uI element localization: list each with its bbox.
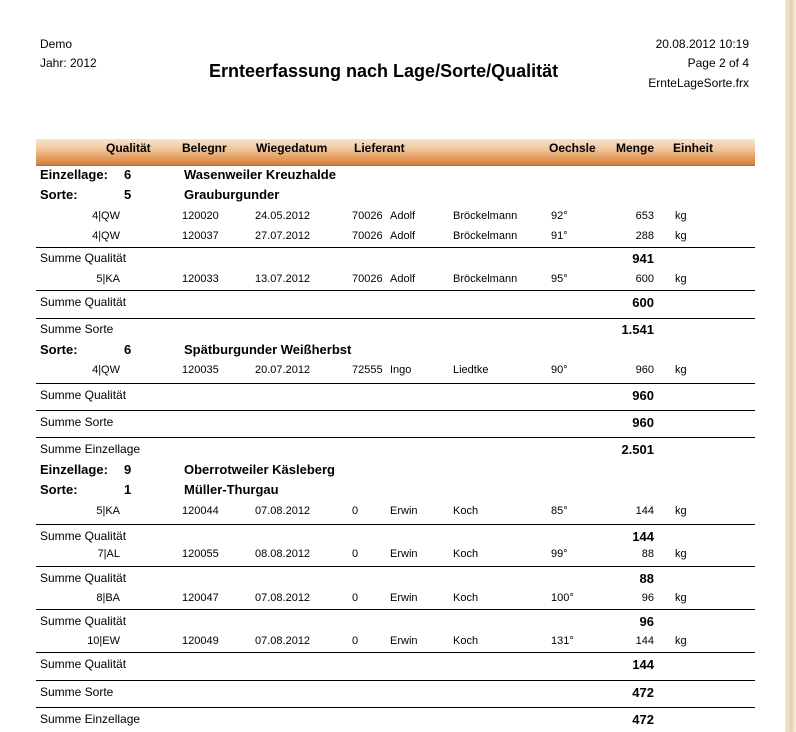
summary-value: 96 bbox=[639, 614, 654, 629]
detail-row bbox=[36, 362, 755, 380]
cell-einheit: kg bbox=[675, 210, 687, 222]
cell-menge: 96 bbox=[641, 592, 654, 604]
sorte-group-header bbox=[36, 342, 755, 360]
cell-oechsle: 100° bbox=[551, 592, 574, 604]
col-lieferant: Lieferant bbox=[354, 141, 405, 155]
summary-label: Summe Sorte bbox=[40, 322, 114, 336]
cell-lieferant-nr: 0 bbox=[352, 592, 359, 604]
detail-row bbox=[36, 633, 755, 651]
row-separator bbox=[36, 247, 755, 248]
row-separator bbox=[36, 566, 755, 567]
cell-belegnr: 120044 bbox=[182, 505, 219, 517]
cell-lieferant-vorname: Erwin bbox=[390, 592, 418, 604]
cell-lieferant-vorname: Adolf bbox=[390, 230, 416, 242]
detail-row bbox=[36, 590, 755, 608]
cell-menge: 600 bbox=[635, 273, 654, 285]
summary-label: Summe Qualität bbox=[40, 571, 127, 585]
cell-qualitaet: 10|EW bbox=[87, 635, 120, 647]
summary-label: Summe Qualität bbox=[40, 529, 127, 543]
summary-label: Summe Qualität bbox=[40, 251, 127, 265]
cell-lieferant-vorname: Adolf bbox=[390, 210, 416, 222]
cell-qualitaet: 5|KA bbox=[96, 273, 120, 285]
cell-menge: 144 bbox=[635, 505, 654, 517]
row-separator bbox=[36, 707, 755, 708]
summary-label: Summe Qualität bbox=[40, 657, 127, 671]
col-wiegedatum: Wiegedatum bbox=[256, 141, 328, 155]
cell-lieferant-nachname: Koch bbox=[453, 635, 479, 647]
sorte-label: Sorte: bbox=[40, 187, 78, 202]
cell-einheit: kg bbox=[675, 230, 687, 242]
summe-qualitaet-row bbox=[36, 614, 755, 632]
summary-value: 2.501 bbox=[621, 442, 654, 457]
report-year: Jahr: 2012 bbox=[40, 56, 97, 70]
einzellage-number: 9 bbox=[124, 462, 132, 477]
cell-qualitaet: 8|BA bbox=[96, 592, 120, 604]
row-separator bbox=[36, 290, 755, 291]
col-belegnr: Belegnr bbox=[182, 141, 227, 155]
sorte-number: 1 bbox=[124, 482, 132, 497]
row-separator bbox=[36, 437, 755, 438]
cell-menge: 960 bbox=[635, 364, 654, 376]
report-title: Ernteerfassung nach Lage/Sorte/Qualität bbox=[209, 61, 559, 81]
sorte-name: Müller-Thurgau bbox=[184, 482, 279, 497]
cell-lieferant-vorname: Erwin bbox=[390, 635, 418, 647]
einzellage-label: Einzellage: bbox=[40, 462, 108, 477]
cell-oechsle: 85° bbox=[551, 505, 568, 517]
summary-value: 88 bbox=[639, 571, 654, 586]
detail-row bbox=[36, 546, 755, 564]
cell-belegnr: 120033 bbox=[182, 273, 219, 285]
summary-label: Summe Einzellage bbox=[40, 442, 141, 456]
cell-einheit: kg bbox=[675, 592, 687, 604]
summe-qualitaet-row bbox=[36, 657, 755, 675]
cell-wiegedatum: 27.07.2012 bbox=[255, 230, 311, 242]
col-menge: Menge bbox=[616, 141, 655, 155]
row-separator bbox=[36, 609, 755, 610]
sorte-number: 5 bbox=[124, 187, 132, 202]
cell-lieferant-nr: 0 bbox=[352, 505, 359, 517]
cell-wiegedatum: 24.05.2012 bbox=[255, 210, 311, 222]
col-einheit: Einheit bbox=[673, 141, 714, 155]
sorte-label: Sorte: bbox=[40, 482, 78, 497]
cell-lieferant-vorname: Erwin bbox=[390, 548, 418, 560]
summe-qualitaet-row bbox=[36, 251, 755, 269]
summary-label: Summe Qualität bbox=[40, 295, 127, 309]
summary-label: Summe Sorte bbox=[40, 415, 114, 429]
summary-value: 1.541 bbox=[621, 322, 654, 337]
window-edge bbox=[785, 0, 796, 732]
einzellage-group-header bbox=[36, 462, 755, 480]
row-separator bbox=[36, 524, 755, 525]
cell-belegnr: 120055 bbox=[182, 548, 219, 560]
summe-einzellage-row bbox=[36, 712, 755, 730]
cell-lieferant-nr: 70026 bbox=[352, 230, 383, 242]
cell-wiegedatum: 08.08.2012 bbox=[255, 548, 311, 560]
col-oechsle: Oechsle bbox=[549, 141, 596, 155]
summary-value: 941 bbox=[632, 251, 654, 266]
col-qualitaet: Qualität bbox=[106, 141, 151, 155]
cell-einheit: kg bbox=[675, 273, 687, 285]
summary-value: 960 bbox=[632, 388, 654, 403]
sorte-number: 6 bbox=[124, 342, 132, 357]
summe-einzellage-row bbox=[36, 442, 755, 460]
cell-lieferant-vorname: Erwin bbox=[390, 505, 418, 517]
cell-menge: 288 bbox=[635, 230, 654, 242]
company-name: Demo bbox=[40, 37, 73, 51]
summary-label: Summe Qualität bbox=[40, 388, 127, 402]
summary-value: 960 bbox=[632, 415, 654, 430]
cell-lieferant-vorname: Ingo bbox=[390, 364, 412, 376]
report-file: ErnteLageSorte.frx bbox=[648, 76, 749, 90]
cell-oechsle: 131° bbox=[551, 635, 574, 647]
summe-qualitaet-row bbox=[36, 388, 755, 406]
detail-row bbox=[36, 228, 755, 246]
cell-lieferant-nachname: Bröckelmann bbox=[453, 210, 518, 222]
summary-value: 600 bbox=[632, 295, 654, 310]
cell-menge: 88 bbox=[641, 548, 654, 560]
cell-lieferant-nr: 70026 bbox=[352, 273, 383, 285]
page-number: Page 2 of 4 bbox=[687, 56, 749, 70]
cell-qualitaet: 4|QW bbox=[92, 210, 120, 222]
cell-lieferant-nr: 0 bbox=[352, 635, 359, 647]
cell-qualitaet: 4|QW bbox=[92, 364, 120, 376]
row-separator bbox=[36, 652, 755, 653]
sorte-label: Sorte: bbox=[40, 342, 78, 357]
cell-belegnr: 120047 bbox=[182, 592, 219, 604]
cell-lieferant-nachname: Koch bbox=[453, 548, 479, 560]
cell-einheit: kg bbox=[675, 635, 687, 647]
cell-belegnr: 120049 bbox=[182, 635, 219, 647]
cell-lieferant-nachname: Koch bbox=[453, 505, 479, 517]
column-header-bar bbox=[36, 139, 755, 166]
cell-lieferant-nr: 70026 bbox=[352, 210, 383, 222]
cell-oechsle: 90° bbox=[551, 364, 568, 376]
cell-wiegedatum: 07.08.2012 bbox=[255, 592, 311, 604]
row-separator bbox=[36, 383, 755, 384]
sorte-group-header bbox=[36, 187, 755, 205]
row-separator bbox=[36, 318, 755, 319]
detail-row bbox=[36, 271, 755, 289]
cell-menge: 653 bbox=[635, 210, 654, 222]
summe-qualitaet-row bbox=[36, 571, 755, 589]
summary-label: Summe Einzellage bbox=[40, 712, 141, 726]
summe-sorte-row bbox=[36, 685, 755, 703]
row-separator bbox=[36, 680, 755, 681]
report-datetime: 20.08.2012 10:19 bbox=[655, 37, 749, 51]
cell-lieferant-nachname: Liedtke bbox=[453, 364, 489, 376]
cell-wiegedatum: 13.07.2012 bbox=[255, 273, 311, 285]
summe-qualitaet-row bbox=[36, 295, 755, 313]
detail-row bbox=[36, 503, 755, 521]
summary-value: 472 bbox=[632, 685, 654, 700]
einzellage-name: Wasenweiler Kreuzhalde bbox=[184, 167, 336, 182]
cell-wiegedatum: 07.08.2012 bbox=[255, 635, 311, 647]
sorte-group-header bbox=[36, 482, 755, 500]
summary-value: 472 bbox=[632, 712, 654, 727]
row-separator bbox=[36, 410, 755, 411]
summary-label: Summe Sorte bbox=[40, 685, 114, 699]
cell-lieferant-nachname: Bröckelmann bbox=[453, 273, 518, 285]
einzellage-group-header bbox=[36, 167, 755, 185]
cell-oechsle: 95° bbox=[551, 273, 568, 285]
cell-einheit: kg bbox=[675, 364, 687, 376]
cell-menge: 144 bbox=[635, 635, 654, 647]
cell-qualitaet: 4|QW bbox=[92, 230, 120, 242]
cell-einheit: kg bbox=[675, 505, 687, 517]
cell-qualitaet: 5|KA bbox=[96, 505, 120, 517]
summary-value: 144 bbox=[632, 657, 654, 672]
sorte-name: Grauburgunder bbox=[184, 187, 280, 202]
cell-lieferant-nachname: Bröckelmann bbox=[453, 230, 518, 242]
summary-label: Summe Qualität bbox=[40, 614, 127, 628]
cell-belegnr: 120020 bbox=[182, 210, 219, 222]
cell-oechsle: 99° bbox=[551, 548, 568, 560]
summary-value: 144 bbox=[632, 529, 654, 544]
summe-sorte-row bbox=[36, 322, 755, 340]
cell-wiegedatum: 20.07.2012 bbox=[255, 364, 311, 376]
cell-lieferant-nr: 0 bbox=[352, 548, 359, 560]
summe-sorte-row bbox=[36, 415, 755, 433]
einzellage-number: 6 bbox=[124, 167, 132, 182]
detail-row bbox=[36, 208, 755, 226]
cell-oechsle: 91° bbox=[551, 230, 568, 242]
cell-belegnr: 120035 bbox=[182, 364, 219, 376]
cell-qualitaet: 7|AL bbox=[97, 548, 120, 560]
einzellage-name: Oberrotweiler Käsleberg bbox=[184, 462, 335, 477]
cell-lieferant-nr: 72555 bbox=[352, 364, 383, 376]
cell-lieferant-vorname: Adolf bbox=[390, 273, 416, 285]
summe-qualitaet-row bbox=[36, 529, 755, 547]
cell-lieferant-nachname: Koch bbox=[453, 592, 479, 604]
sorte-name: Spätburgunder Weißherbst bbox=[184, 342, 352, 357]
cell-wiegedatum: 07.08.2012 bbox=[255, 505, 311, 517]
cell-belegnr: 120037 bbox=[182, 230, 219, 242]
cell-einheit: kg bbox=[675, 548, 687, 560]
einzellage-label: Einzellage: bbox=[40, 167, 108, 182]
cell-oechsle: 92° bbox=[551, 210, 568, 222]
